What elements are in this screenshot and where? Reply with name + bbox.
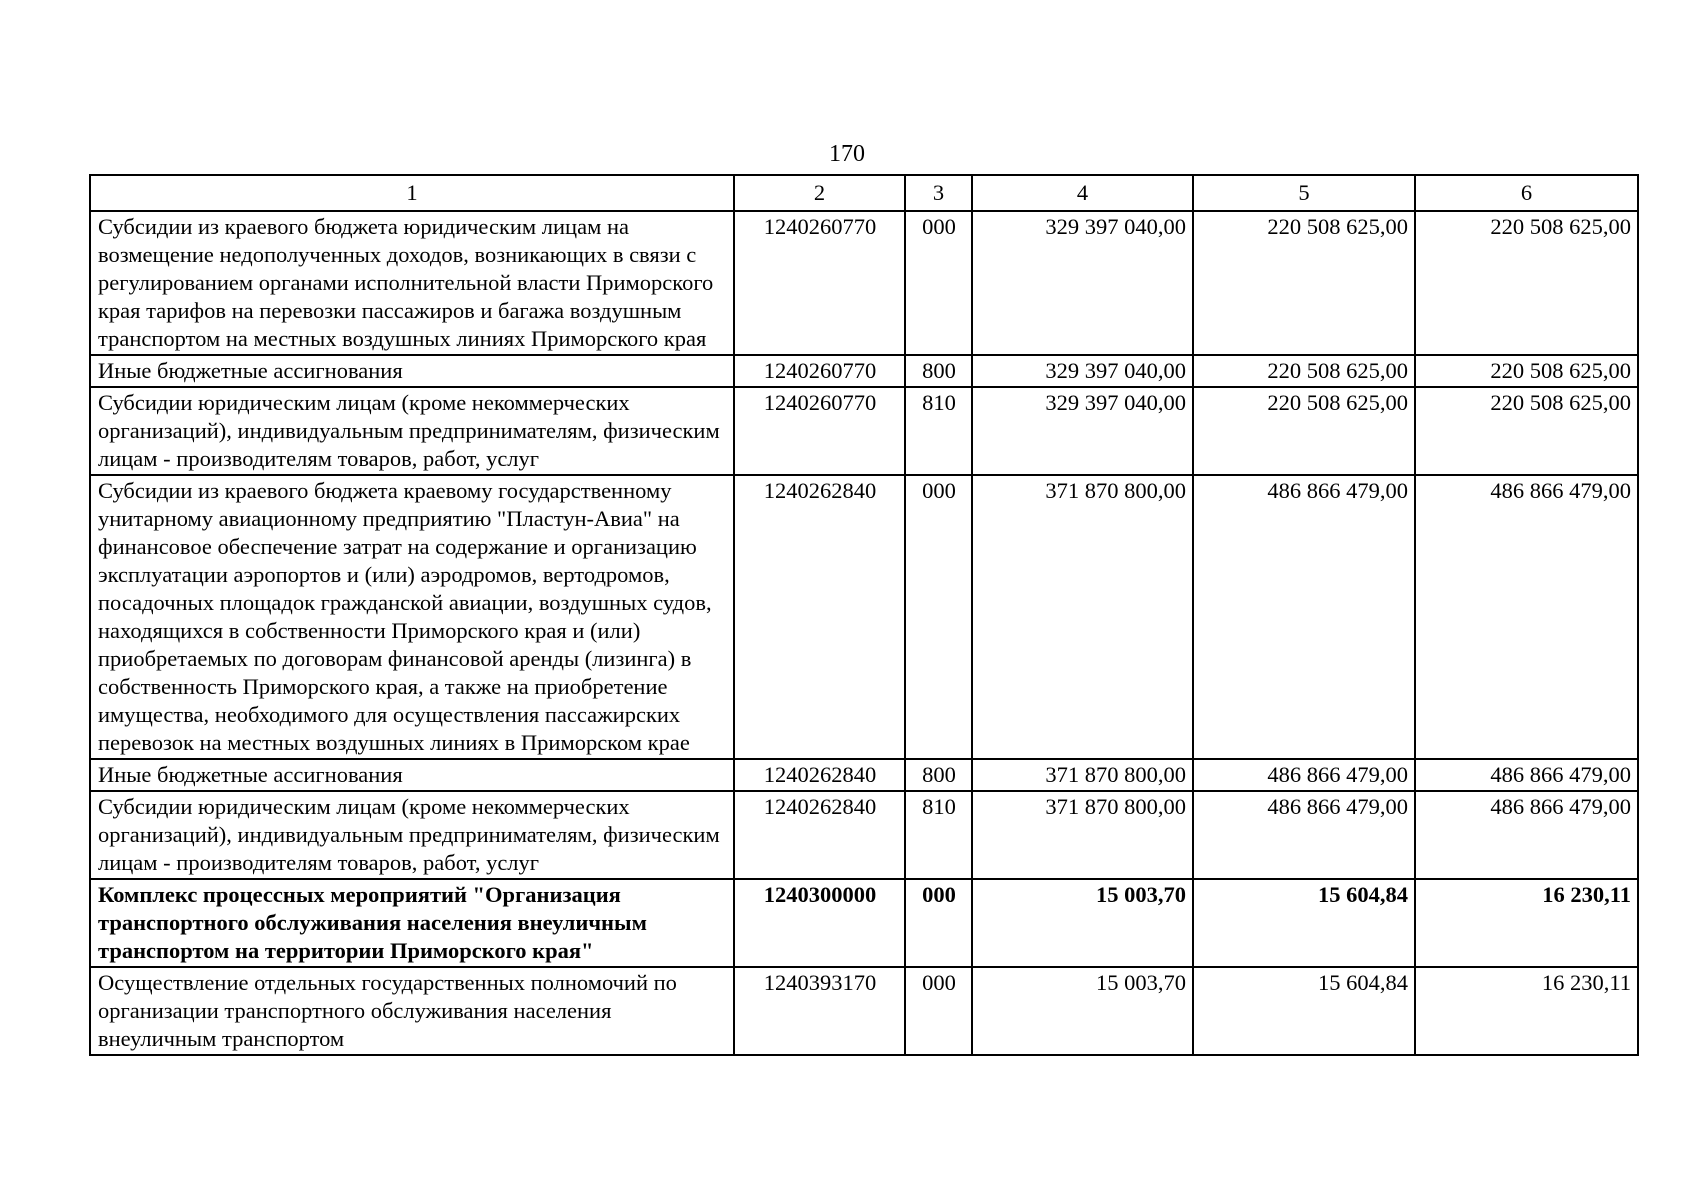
row-amount-col5: 15 604,84 [1193, 879, 1415, 967]
row-code: 1240393170 [734, 967, 905, 1055]
row-type: 000 [905, 475, 972, 759]
row-amount-col5: 220 508 625,00 [1193, 355, 1415, 387]
budget-table [89, 174, 1639, 1056]
row-amount-col6: 486 866 479,00 [1415, 759, 1638, 791]
row-amount-col5: 486 866 479,00 [1193, 475, 1415, 759]
row-amount-col6: 220 508 625,00 [1415, 387, 1638, 475]
row-name: Субсидии из краевого бюджета юридическим лицам на возмещение недополученных доходов, возникающих в связи с регулированием органами исполнительной власти Приморского края тарифов на перевозки пассажиров и багажа воздушным транспортом на местных воздушных линиях Приморского края [90, 211, 734, 355]
row-code: 1240262840 [734, 759, 905, 791]
row-code: 1240260770 [734, 211, 905, 355]
row-amount-col5: 220 508 625,00 [1193, 211, 1415, 355]
row-type: 000 [905, 211, 972, 355]
row-name: Осуществление отдельных государственных полномочий по организации транспортного обслуживания населения внеуличным транспортом [90, 967, 734, 1055]
row-amount-col4: 329 397 040,00 [972, 387, 1193, 475]
row-amount-col4: 371 870 800,00 [972, 791, 1193, 879]
row-type: 000 [905, 967, 972, 1055]
row-name: Комплекс процессных мероприятий "Организация транспортного обслуживания населения внеуличным транспортом на территории Приморского края" [90, 879, 734, 967]
row-amount-col5: 486 866 479,00 [1193, 791, 1415, 879]
row-type: 800 [905, 355, 972, 387]
header-col-4: 4 [972, 175, 1193, 211]
row-amount-col6: 486 866 479,00 [1415, 791, 1638, 879]
row-code: 1240300000 [734, 879, 905, 967]
row-amount-col4: 329 397 040,00 [972, 211, 1193, 355]
table-row [90, 879, 1638, 967]
table-row [90, 791, 1638, 879]
row-name: Иные бюджетные ассигнования [90, 759, 734, 791]
header-col-3: 3 [905, 175, 972, 211]
row-name: Субсидии из краевого бюджета краевому государственному унитарному авиационному предприятию "Пластун-Авиа" на финансовое обеспечение затрат на содержание и организацию эксплуатации аэропортов и (или) аэродромов, вертодромов, посадочных площадок гражданской авиации, воздушных судов, находящихся в собственности Приморского края и (или) приобретаемых по договорам финансовой аренды (лизинга) в собственность Приморского края, а также на приобретение имущества, необходимого для осуществления пассажирских перевозок на местных воздушных линиях в Приморском крае [90, 475, 734, 759]
header-col-1: 1 [90, 175, 734, 211]
row-amount-col6: 486 866 479,00 [1415, 475, 1638, 759]
row-type: 000 [905, 879, 972, 967]
row-amount-col4: 371 870 800,00 [972, 759, 1193, 791]
row-code: 1240260770 [734, 355, 905, 387]
table-row [90, 211, 1638, 355]
row-type: 810 [905, 387, 972, 475]
table-row [90, 387, 1638, 475]
row-amount-col5: 15 604,84 [1193, 967, 1415, 1055]
table-row [90, 355, 1638, 387]
table-row [90, 759, 1638, 791]
row-amount-col4: 15 003,70 [972, 879, 1193, 967]
row-amount-col6: 220 508 625,00 [1415, 211, 1638, 355]
page-number: 170 [829, 141, 865, 167]
row-amount-col4: 15 003,70 [972, 967, 1193, 1055]
row-code: 1240262840 [734, 791, 905, 879]
row-amount-col4: 329 397 040,00 [972, 355, 1193, 387]
table-row [90, 475, 1638, 759]
row-type: 800 [905, 759, 972, 791]
row-code: 1240262840 [734, 475, 905, 759]
header-col-2: 2 [734, 175, 905, 211]
header-col-5: 5 [1193, 175, 1415, 211]
row-amount-col5: 220 508 625,00 [1193, 387, 1415, 475]
row-amount-col6: 220 508 625,00 [1415, 355, 1638, 387]
header-row [90, 175, 1638, 211]
row-amount-col6: 16 230,11 [1415, 879, 1638, 967]
row-name: Иные бюджетные ассигнования [90, 355, 734, 387]
table-row [90, 967, 1638, 1055]
row-type: 810 [905, 791, 972, 879]
row-amount-col5: 486 866 479,00 [1193, 759, 1415, 791]
row-name: Субсидии юридическим лицам (кроме некоммерческих организаций), индивидуальным предпринимателям, физическим лицам - производителям товаров, работ, услуг [90, 387, 734, 475]
row-amount-col6: 16 230,11 [1415, 967, 1638, 1055]
header-col-6: 6 [1415, 175, 1638, 211]
row-amount-col4: 371 870 800,00 [972, 475, 1193, 759]
row-code: 1240260770 [734, 387, 905, 475]
row-name: Субсидии юридическим лицам (кроме некоммерческих организаций), индивидуальным предпринимателям, физическим лицам - производителям товаров, работ, услуг [90, 791, 734, 879]
